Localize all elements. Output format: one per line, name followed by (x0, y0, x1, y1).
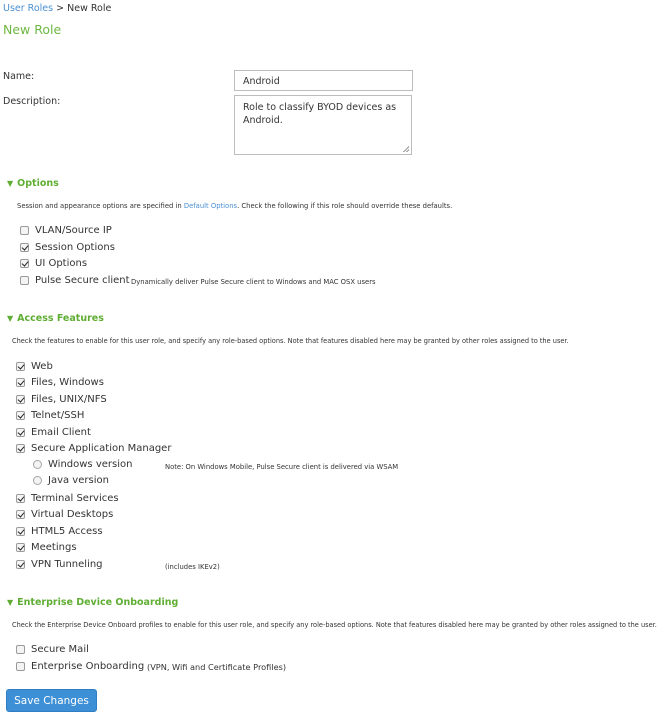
feature-label: Web (31, 361, 53, 372)
meetings-checkbox[interactable] (16, 543, 25, 552)
feature-label: Telnet/SSH (31, 410, 85, 421)
feature-label: Files, UNIX/NFS (31, 394, 107, 405)
option-label: Session Options (35, 242, 115, 253)
chevron-down-icon: ▼ (7, 179, 14, 188)
onboarding-label: Secure Mail (31, 644, 89, 655)
enterprise-onboarding-checkbox[interactable] (16, 662, 25, 671)
files-windows-checkbox[interactable] (16, 378, 25, 387)
html5-access-checkbox[interactable] (16, 527, 25, 536)
feature-label: Meetings (31, 542, 77, 553)
option-pulse-secure-client[interactable] (20, 275, 130, 286)
session-options-checkbox[interactable] (20, 243, 29, 252)
enterprise-onboarding-note: (VPN, Wifi and Certificate Profiles) (147, 662, 287, 672)
feature-secure-application-manager[interactable] (16, 443, 171, 454)
vpn-tunneling-checkbox[interactable] (16, 560, 25, 569)
feature-telnet-ssh[interactable] (16, 410, 84, 421)
save-changes-button[interactable]: Save Changes (6, 689, 97, 712)
sam-java-version[interactable] (33, 475, 109, 486)
access-features-section-header[interactable] (7, 313, 104, 324)
breadcrumb-current: New Role (67, 3, 112, 14)
options-header-label: Options (17, 178, 59, 189)
sam-windows-version[interactable] (33, 459, 132, 470)
feature-terminal-services[interactable] (16, 493, 119, 504)
options-description (17, 202, 452, 210)
onboarding-secure-mail[interactable] (16, 644, 89, 655)
onboarding-description: Check the Enterprise Device Onboard profiles to enable for this user role, and specify any role-based options. Note that features disabled here may be granted by other roles assigned to the user. (12, 621, 657, 629)
options-desc-suffix: . Check the following if this role should override these defaults. (237, 202, 453, 210)
terminal-services-checkbox[interactable] (16, 494, 25, 503)
wsam-note: Note: On Windows Mobile, Pulse Secure client is delivered via WSAM (165, 463, 399, 471)
option-vlan-source-ip[interactable] (20, 225, 112, 236)
description-field[interactable] (234, 95, 412, 155)
radio-label: Java version (48, 475, 109, 486)
pulse-secure-note: Dynamically deliver Pulse Secure client to Windows and MAC OSX users (131, 278, 376, 286)
radio-label: Windows version (48, 459, 133, 470)
onboarding-header-label: Enterprise Device Onboarding (17, 597, 179, 608)
feature-vpn-tunneling[interactable] (16, 559, 103, 570)
option-session-options[interactable] (20, 242, 115, 253)
description-text: Role to classify BYOD devices as Android. (243, 102, 397, 126)
resize-grip-icon[interactable] (403, 146, 409, 152)
option-ui-options[interactable] (20, 258, 87, 269)
files-unix-nfs-checkbox[interactable] (16, 395, 25, 404)
onboarding-label: Enterprise Onboarding (31, 661, 145, 672)
access-features-description: Check the features to enable for this user role, and specify any role-based options. Note that features disabled here may be granted by other roles assigned to the user. (12, 337, 569, 345)
feature-files-windows[interactable] (16, 377, 104, 388)
virtual-desktops-checkbox[interactable] (16, 510, 25, 519)
feature-label: Virtual Desktops (31, 509, 114, 520)
onboarding-enterprise-onboarding[interactable] (16, 661, 144, 672)
name-label: Name: (3, 71, 35, 82)
feature-label: VPN Tunneling (31, 559, 103, 570)
feature-meetings[interactable] (16, 542, 77, 553)
breadcrumb-link-user-roles[interactable]: User Roles (3, 3, 54, 14)
feature-email-client[interactable] (16, 427, 91, 438)
telnet-ssh-checkbox[interactable] (16, 411, 25, 420)
chevron-down-icon: ▼ (7, 598, 14, 607)
name-field[interactable]: Android (234, 70, 413, 91)
secure-application-manager-checkbox[interactable] (16, 444, 25, 453)
secure-mail-checkbox[interactable] (16, 645, 25, 654)
feature-label: Files, Windows (31, 377, 104, 388)
breadcrumb (3, 3, 111, 14)
email-client-checkbox[interactable] (16, 428, 25, 437)
vlan-source-ip-checkbox[interactable] (20, 226, 29, 235)
breadcrumb-separator: > (56, 3, 65, 14)
option-label: Pulse Secure client (35, 275, 130, 286)
chevron-down-icon: ▼ (7, 314, 14, 323)
options-desc-prefix: Session and appearance options are specified in (17, 202, 184, 210)
onboarding-section-header[interactable] (7, 597, 178, 608)
feature-web[interactable] (16, 361, 53, 372)
description-label: Description: (3, 96, 61, 107)
feature-label: Terminal Services (31, 493, 119, 504)
option-label: VLAN/Source IP (35, 225, 112, 236)
page-title: New Role (3, 22, 62, 37)
default-options-link[interactable]: Default Options (183, 202, 238, 210)
vpn-tunneling-note: (includes IKEv2) (165, 563, 220, 571)
pulse-secure-client-checkbox[interactable] (20, 276, 29, 285)
feature-virtual-desktops[interactable] (16, 509, 113, 520)
windows-version-radio[interactable] (33, 460, 42, 469)
feature-label: Email Client (31, 427, 91, 438)
access-header-label: Access Features (17, 313, 104, 324)
ui-options-checkbox[interactable] (20, 259, 29, 268)
feature-label: HTML5 Access (31, 526, 103, 537)
options-section-header[interactable] (7, 178, 59, 189)
feature-label: Secure Application Manager (31, 443, 172, 454)
feature-html5-access[interactable] (16, 526, 103, 537)
java-version-radio[interactable] (33, 476, 42, 485)
web-checkbox[interactable] (16, 362, 25, 371)
option-label: UI Options (35, 258, 88, 269)
feature-files-unix-nfs[interactable] (16, 394, 107, 405)
